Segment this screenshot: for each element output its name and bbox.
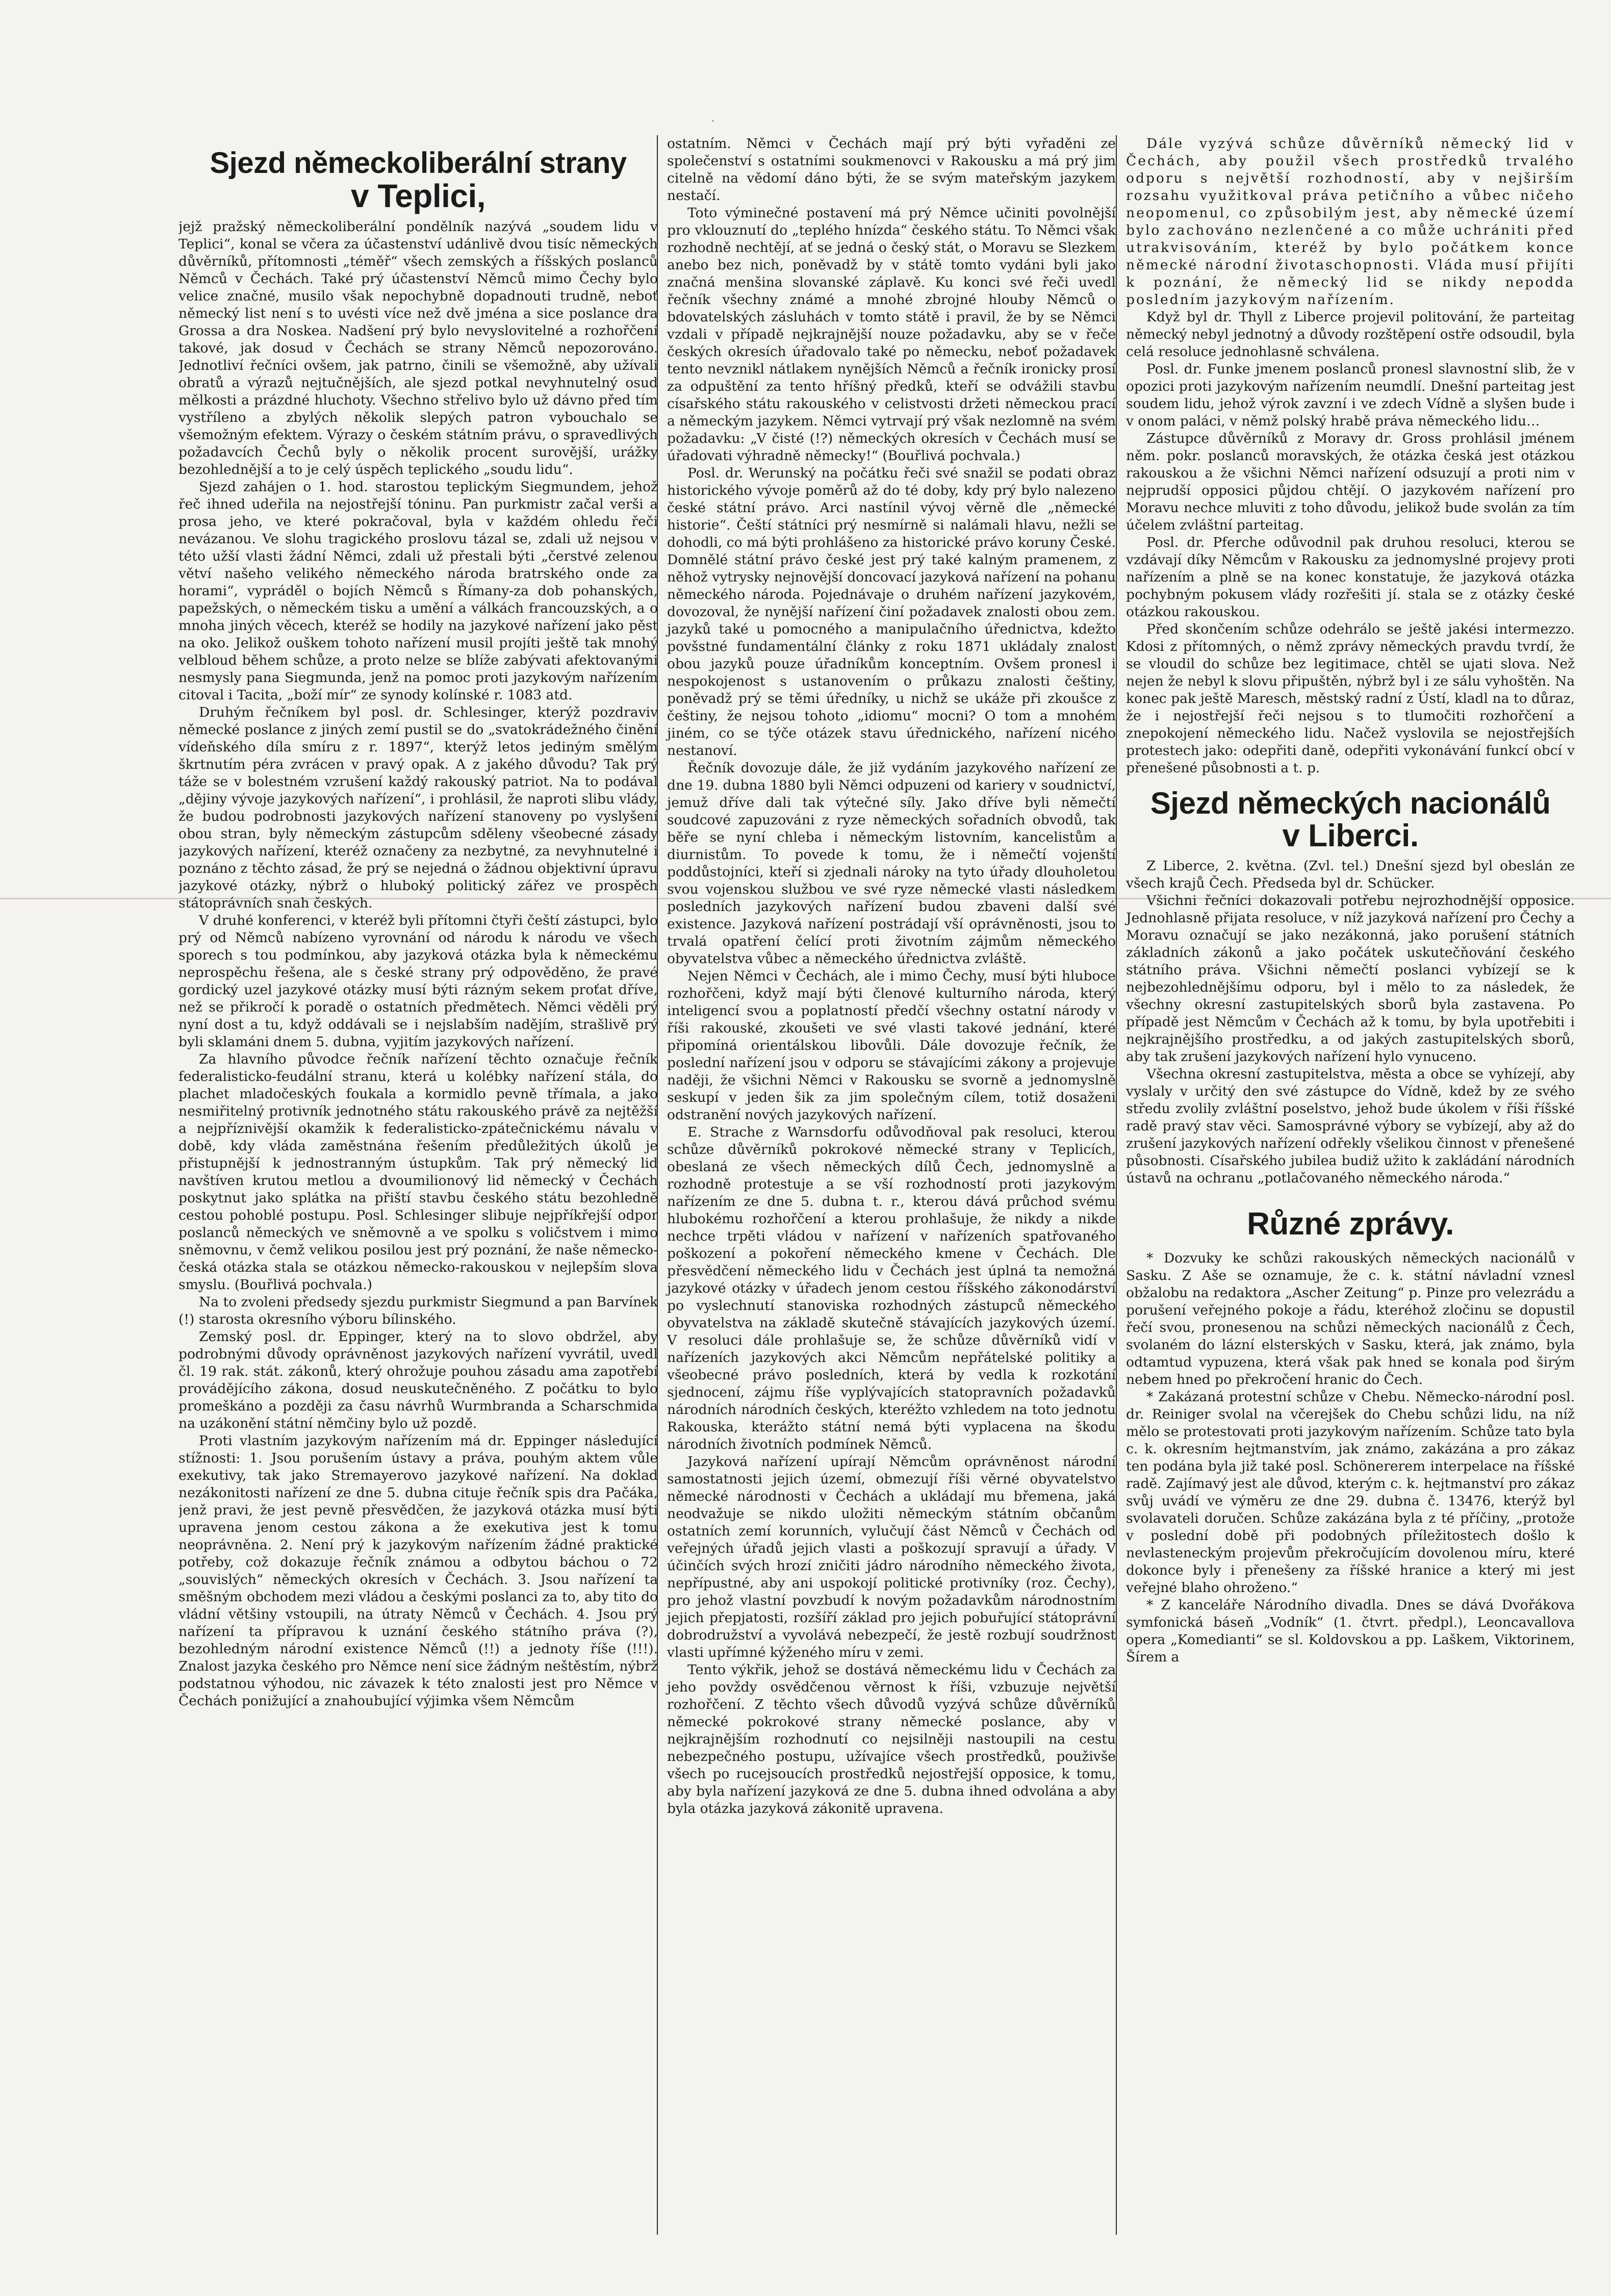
- article-paragraph: ostatním. Němci v Čechách mají prý býti vyřaděni ze společenství s ostatními soukmenovci v Rakousku a má prý jim citelně na vědomí dáno býti, že se svým mateřským jazykem nestačí.: [667, 136, 1116, 204]
- article-paragraph: Nejen Němci v Čechách, ale i mimo Čechy, musí býti hluboce rozhořčeni, když mají býti členové kulturního národa, který inteligencí svou a poplatností předčí všechny ostatní národy v říši rakouské, zkoušeti ve své vlasti takové jednání, které připomíná orientálskou libovůli. Dále dovozuje řečník, že poslední nařízení jsou v odporu se stávajícími zákony a projevuje naději, že všichni Němci v Rakousku se svorně a jednomyslně seskupí v jeden šik za jim společným cílem, totiž dosaženi odstranění nových jazykových nařízení.: [667, 968, 1116, 1123]
- article-paragraph: Všichni řečníci dokazovali potřebu nejrozhodnější opposice. Jednohlasně přijata resoluce, v níž jazyková nařízení pro Čechy a Moravu označují se jako nezákonná, jako porušení státních základních zákonů a jako počátek uskutečňování českého státního práva. Všichni němečtí poslanci vybízejí se k nejbezohlednějšímu odporu, byl i mělo to za následek, že všechny okresní zastupitelských sborů byla zastavena. Po případě jest Němcům v Čechách až k tomu, by byla upotřebiti i nejkrajnějšího prostředku, a od jakých zastupitelských sborů, aby tak zrušení jazykových nařízení hylo vynuceno.: [1126, 893, 1575, 1065]
- column-3: [1117, 135, 1575, 2250]
- article-paragraph: Tento výkřik, jehož se dostává německému lidu v Čechách za jeho povždy osvědčenou věrnost k říši, vzbuzuje největší rozhořčení. Z těchto všech důvodů vyzývá schůze důvěrníků německé pokrokové strany německé poslance, aby v nejkrajnějším rozhodnutí co nejsilněji nastoupili na cestu nebezpečného postupu, užívajíce všech prostředků, použivše všech po rucejsoucích prostředků nejostřejší opposice, k tomu, aby byla nařízení jazyková ze dne 5. dubna ihned odvolána a aby byla otázka jazyková zákonitě upravena.: [667, 1662, 1116, 1816]
- article-paragraph: Z Liberce, 2. května. (Zvl. tel.) Dnešní sjezd byl obeslán ze všech krajů Čech. Předseda byl dr. Schücker.: [1126, 858, 1575, 892]
- article-headline-sub: v Liberci.: [1282, 818, 1419, 853]
- article-paragraph: Všechna okresní zastupitelstva, města a obce se vyhízejí, aby vyslaly v určitý den své zástupce do Vídně, kdež by ze svého středu zvolily zvláštní poselstvo, jehož bude úkolem v říši říšské radě pravý stav věci. Samosprávné výbory se vybízejí, aby až do zrušení jazykových nařízení odřekly všelikou činnost v přenešené působnosti. Císařského jubilea budiž užito k zakládání národních ústavů na ochranu „potlačovaného německého národa.“: [1126, 1066, 1575, 1187]
- news-item: * Dozvuky ke schůzi rakouských německých nacionálů v Sasku. Z Aše se oznamuje, že c. k. státní návladní vznesl obžalobu na redaktora „Ascher Zeitung“ p. Pinze pro velezrádu a porušení veřejného pokoje a řádu, kteréhož zločinu se dopustil řečí svou, pronesenou na schůzi německých nacionálů z Čech, svolaném do lázní elsterských v Sasku, která, jak známo, byla odtamtud vypuzena, která však pak hned se konala pod širým nebem hned po překročení hranic do Čech.: [1126, 1250, 1575, 1388]
- article-paragraph: Řečník dovozuje dále, že již vydáním jazykového nařízení ze dne 19. dubna 1880 byli Němci odpuzeni od kariery v soudnictví, jemuž dříve dali tak výtečné síly. Jako dříve byli němečtí soudcové zapuzováni z ryze německých sořadních obvodů, tak běře se nyní chleba i německým listovním, kancelistům a diurnistům. To povede k tomu, že i němečtí vojenští poddůstojníci, kteří si zjednali nároky na tyto úřady dlouholetou svou vojenskou službou ve své ryze německé vlasti následkem posledních jazykových nařízení budou zbaveni další své existence. Jazyková nařízení postrádají vší oprávněnosti, jsou to trvalá opatření čelící proti životním zájmům německého obyvatelstva vůbec a německého úřednictva zvláště.: [667, 760, 1116, 967]
- article-headline-sub: v Teplici,: [350, 177, 486, 214]
- section-headline: Různé zprávy.: [1247, 1206, 1454, 1242]
- article-paragraph: Posl. dr. Pferсhe odůvodnil pak druhou resoluci, kterou se vzdávají díky Němcům v Rakousku za jednomyslné projevy proti nařízením a plně se na konec konstatuje, že jazyková otázka pochybným pokusem vlády rozřešiti jí. stala se z otázky české otázkou rakouskou.: [1126, 535, 1575, 620]
- column-2: [658, 135, 1116, 2250]
- article-paragraph: Zástupce důvěrníků z Moravy dr. Gross prohlásil jménem něm. pokr. poslanců moravských, že otázka česká jest otázkou rakouskou a že všichni Němci nařízení odsuzují a proti nim v nejprudší opposici půjdou chtějí. O jazykovém nařízení pro Moravu nechce mluviti z toho důvodu, jelikož bude svolán za tím účelem zvláštní parteitag.: [1126, 431, 1575, 533]
- article-paragraph: Když byl dr. Thyll z Liberce projevil politování, že parteitag německý nebyl jednotný a důvody rozštěpení ostře odsoudil, byla celá resoluce jednohlasně schválena.: [1126, 309, 1575, 360]
- article-paragraph: Druhým řečníkem byl posl. dr. Schlesinger, kterýž pozdraviv německé poslance z jiných zemí pustil se do „svatokrádežného činění vídeňského díla smíru z r. 1897“, kterýž letos jediným smělým škrtnutím péra zvrácen v pravý opak. A z jakého důvodu? Tak prý táže se v bolestném vzrušení každý rakouský patriot. Na to podával „dějiny vývoje jazykových nařízení“, i prohlásil, že naproti slibu vlády, že budou podrobnosti jazykových nařízení stanoveny po vyslyšení obou stran, byly německým zástupcům sděleny všeobecné zásady jazykových nařízení, kteréž označeny za nezbytné, za nevyhnutelné i poznáno z těchto zásad, že prý se nejedná o žádnou objektivní úpravu jazykové otázky, nýbrž o hluboký politický zářez ve prospěch státoprávních snah českých.: [178, 704, 658, 912]
- article-paragraph: V druhé konferenci, v kteréž byli přítomni čtyři čeští zástupci, bylo prý od Němců nabízeno vyrovnání od národu k národu ve všech sporech s tou podmínkou, aby jazyková otázka byla k německému neprospěchu řešena, ale s české strany prý odpověděno, že pravé gordický uzel jazykové otázky musí býti rázným sekem proťat dříve, než se přikročí k poradě o ostatních předmětech. Němci věděli prý nyní dost a tu, když oddávali se i nejslabším nadějím, strašlivě prý byli sklamáni dnem 5. dubna, vyjitím jazykových nařízení.: [178, 913, 658, 1050]
- article-paragraph: jejž pražský německoliberální pondělník nazývá „soudem lidu v Teplici“, konal se včera za účastenství udánlivě dvou tisíc německých důvěrníků, přítomnosti „téměř“ všech zemských a říšských poslanců Němců v Čechách. Také prý účastenství Němců mimo Čechy bylo velice značné, musilo však nepochybně dopadnouti trudně, neboť německý list není s to uvésti více než dvě jména a sice poslance dra Grossa a dra Noskea. Nadšení prý bylo nevyslovitelné a rozhořčení takové, jak dosud v Čechách se strany Němců nepozorováno. Jednotliví řečníci ovšem, jak patrno, činili se všemožně, aby užívali obratů a výrazů nejtučnějších, ale sjezd potkal nevyhnutelný osud mělkosti a prázdné hluchoty. Všechno střelivo bylo už dávno před tím vystříleno a zbylých několik slepých patron vybouchalo se všemožným efektem. Výrazy o českém státním právu, o spravedlivých požadavcích Čechů byly o několik procent surovější, urážky bezohlednější a to je celý úspěch teplického „soudu lidu“.: [178, 219, 658, 478]
- article-paragraph: Dále vyzývá schůze důvěrníků německý lid v Čechách, aby použil všech prostředků trvalého odporu s největší rozhodností, aby v nejširším rozsahu využitkoval práva petičního a vůbec ničeho neopomenul, co způsobilým jest, aby německé území bylo zachováno nezlenčené a co může uchrániti před utrakvisováním, kteréž by bylo počátkem konce německé národní životaschopnosti. Vláda musí přijíti k poznání, že německý lid se nikdy nepodda posledním jazykovým nařízením.: [1126, 136, 1575, 308]
- article-paragraph: Na to zvoleni předsedy sjezdu purkmistr Siegmund a pan Barvínek (!) starosta okresního výboru bílinského.: [178, 1294, 658, 1328]
- article-paragraph: Toto výminečné postavení má prý Němce učiniti povolnější pro vklouznutí do „teplého hnízda“ českého státu. To Němci však rozhodně nechtějí, ať se jedná o český stát, o Moravu se Slezkem anebo bez nich, poněvadž by v státě tomto vydáni byli jako značná menšina slovanské záplavě. Ku konci své řeči uvedl řečník všechny známé a mnohé zbrojné hlouby Němců o bdovatelských zásluhách v tomto státě i pravil, že by se Němci vzdali v případě nejkrajnější nouze požadavku, aby se v řeče českých okresích úřadovalo také po německu, neboť požadavek tento nevznikl nátlakem nynějších Němců a řečník ironicky prosí za odpuštění za tento hříšný předků, kteří se odvážili stavbu císařského státu rakouského v celistvosti držeti německou prací a německým jazykem. Němci vytrvají prý však nezlomně na svém požadavku: „V čisté (!?) německých okresích v Čechách musí se úřadovati výhradně německy!“ (Bouřlivá pochvala.): [667, 205, 1116, 464]
- news-item: * Z kanceláře Národního divadla. Dnes se dává Dvořákova symfonická báseň „Vodník“ (1. čtvrt. předpl.), Leoncavallova opera „Komedianti“ se sl. Koldovskou a pp. Laškem, Viktorinem, Šírem a: [1126, 1597, 1575, 1666]
- article-paragraph: Posl. dr. Funke jmenem poslanců pronesl slavnostní slib, že v opozici proti jazykovým nařízením neumdlí. Dnešní parteitag jest soudem lidu, jehož výrok zavzní i ve zdech Vídně a slyšen bude i v onom paláci, v němž polský hrabě práva německého lidu…: [1126, 361, 1575, 429]
- article-paragraph: Za hlavního původce řečník nařízení těchto označuje řečník federalisticko-feudální stranu, která u kolébky nařízení stála, do plachet mladočeských foukala a kormidlo pevně třímala, a jako nesmiřitelný protivník jednotného státu rakouského právě za nejtěžší a nejpříznivější okamžik k federalisticko-zpátečnickému návalu v době, kdy vláda zaměstnána řešením předůležitých úkolů je přistupnější k jednostranným ústupkům. Tak prý německý lid navštíven krutou metlou a dvoumilionový lid německý v Čechách poskytnut jako splátka na přiští stavbu českého státu bezohledně cestou pohoblé postupu. Posl. Schlesinger slibuje nejpříkřejší odpor poslanců německých ve sněmovně a ve spolku s voličstvem i mimo sněmovnu, v čemž velikou posilou jest prý poznání, že naše německo-česká otázka stala se otázkou německo-rakouskou v nejlepším slova smyslu. (Bouřlivá pochvala.): [178, 1051, 658, 1293]
- news-item: * Zakázaná protestní schůze v Chebu. Německo-národní posl. dr. Reiniger svolal na včerejšek do Chebu schůzi lidu, na níž mělo se protestovati proti jazykovým nařízením. Schůze tato byla c. k. okresním hejtmanstvím, jak známo, zakázána a pro zákaz ten podána byla již také posl. Schönererem interpelace na říšské radě. Zajímavý jest ale důvod, kterým c. k. hejtmanství pro zákaz svůj uvádí ve výměru ze dne 29. dubna č. 13476, kterýž byl svolavateli doručen. Schůze zakázána byla z té příčiny, „protože v poslední době při podobných příležitostech došlo k nevlasteneckým projevům překročujícím dovolenou míru, které dokonce byly i přenešeny za říšské hranice a který mi jest veřejné blaho ohroženo.“: [1126, 1389, 1575, 1596]
- article-paragraph: Proti vlastním jazykovým nařízením má dr. Eppinger následující stížnosti: 1. Jsou porušením ústavy a práva, pouhým aktem vůle exekutivy, tak jako Stremayerovo jazykové nařízení. Na doklad nezákonitosti nařízení ze dne 5. dubna cituje řečník spis dra Pačáka, jenž pravi, že jest pevně přesvědčen, že jazyková otázka musí býti upravena jenom cestou zákona a že exekutiva jest k tomu neoprávněna. 2. Není prý k jazykovým nařízením žádné praktické potřeby, což dokazuje řečník známou a odbytou báchou o 72 „souvislých“ německých okresích v Čechách. 3. Jsou nařízení ta směšným obchodem mezi vládou a českými poslanci za to, aby tito do vládní většiny vstoupili, na útraty Němců v Čechách. 4. Jsou prý nařízení ta přípravou k uznání českého státního práva (?), bezohledným národní existence Němců (!!) a jednoty říše (!!!). Znalost jazyka českého pro Němce není sice žádným neštěstím, nýbrž podstatnou výhodou, nic závazek k této znalosti jest pro Němce v Čechách ponižující a znahoubující výjimka všem Němcům: [178, 1433, 658, 1709]
- article-paragraph: Zemský posl. dr. Eppinger, který na to slovo obdržel, aby podrobnými důvody oprávněnost jazykových nařízení vyvrátil, uvedl čl. 19 rak. stát. zákonů, který ohrožuje pouhou zásadu ama zapotřebí provádějícího zákona, dosud neuskutečněného. Z počátku to bylo promeškáno a později za času návrhů Wurmbranda a Scharschmida na uzákonění státní němčiny bylo už pozdě.: [178, 1329, 658, 1432]
- article-paragraph: Posl. dr. Werunský na počátku řeči své snažil se podati obraz historického vývoje poměrů až do té doby, kdy prý bylo nalezeno české státní právo. Arci nastínil vývoj věrně dle „německé historie“. Čeští státníci prý nesmírně si nalámali hlavu, nežli se dohodli, co má býti prohlášeno za historické právo koruny České. Domnělé státní právo české jest prý také kalným pramenem, z něhož vytrysky nejnovější doncovací jazyková nařízení na pohanu německého národa. Pojednávaje o druhém nařízení jazykovém, dovozoval, že nynější nařízení činí požadavek znalosti obou zem. jazyků také u pomocného a manipulačního úřednictva, kdežto povšstné fundamentální články z roku 1871 ukládaly znalost obou jazyků pouze úřadníkům konceptním. Ovšem pronesl i nespokojenost s ustanovením o průkazu znalosti češtiny, poněvadž prý se těmi úředníky, u nichž se ukáže při zkoušce z češtiny, že nejsou tohoto „idiomu“ mocni? O tom a mnohém jiném, co se týče otázek stavu úřednického, nařízení nicého nestanoví.: [667, 465, 1116, 759]
- article-headline: Sjezd německých nacionálů: [1150, 786, 1551, 820]
- article-paragraph: Sjezd zahájen o 1. hod. starostou teplickým Siegmundem, jehož řeč ihned udeřila na nejostřejší tóninu. Pan purkmistr začal verši a prosa jeho, ve které pokračoval, byla v každém ohledu řeči nevázanou. Ve slohu tragického proslovu tázal se, zdali už nejsou v této užší vlasti žádní Němci, zdali už přestali býti „čerstvé zelenou větví našeho velikého německého národa bratrského onde za horami“, vypráděl o bojích Němců s Římany-za dob pohanských, papežských, o německém tisku a umění a válkách francouzských, a o mnoha jiných věcech, kteréž se hodily na jazykové nařízení jako pěst na oko. Jelikož ouškem tohoto nařízení musil projíti ještě tak mnohý velbloud během schůze, a proto nelze se blíže zabývati afektovanými nesmysly pana Siegmunda, jenž na pomoc proti jazykovým nařízením citoval i Tacita, „boží mír“ ze synody kolínské r. 1083 atd.: [178, 479, 658, 703]
- article-paragraph: Před skončením schůze odehrálo se ještě jakési intermezzo. Kdosi z přítomných, o němž zprávy německých pravdu tvrdí, že se vloudil do schůze bez legitimace, chtěl se ujati slova. Než nejen že nebyl k slovu připuštěn, nýbrž byl i ze sálu vyhoštěn. Na konec pak ještě Maresch, městský radní z Ústí, kladl na to důraz, že i nejostřejší řeči nejsou s to tlumočiti rozhořčení a znepokojení německého lidu. Načež vyslovila se nejostřejších protestech jako: odepřiti daně, odepřiti vykonávání funkcí obcí v přenešené působnosti a t. p.: [1126, 621, 1575, 776]
- article-paragraph: E. Strache z Warnsdorfu odůvodňoval pak resoluci, kterou schůze důvěrníků pokrokové německé strany v Teplicích, obeslaná ze všech německých dílů Čech, jednomyslně a rozhodně protestuje a se vší rozhodností proti jazykovým nařízením ze dne 5. dubna t. r., kterou dává průchod svému hlubokému rozhořčení a kterou prohlašuje, že nikdy a nikde nechce trpěti vládou v nařízení v nařízeních spatřovaného poškození a pokoření německého kmene v Čechách. Dle přesvědčení německého lidu v Čechách jest úplná ta nemožná jazykové otázky v úřadech jenom cestou říšského zákonodárství po vyslechnutí stanoviska rozhodných zástupců německého obyvatelstva na základě skutečně stávajících jazykových území. V resoluci dále prohlašuje se, že schůze důvěrníků vidí v nařízeních jazykových akci Němcům nepřátelské politiky a všeobecné právo posledních, která by vedla k rozkotání sjednocení, zájmu říše vyplývajících statopravních požadavků národních národních českých, kteréžto vzhledem na toto jednotu Rakouska, kterážto státní nemá býti vyplacena na škodu národních životních podmínek Němců.: [667, 1124, 1116, 1452]
- article-paragraph: Jazyková nařízení upírají Němcům oprávněnost národní samostatnosti jejich území, obmezují říši věrné obyvatelstvo německé národnosti v Čechách a ukládají mu břemena, jaká neodvažuje se nikdo uložiti německým státním občanům ostatních zemí korunních, vylučují část Němců v Čechách od veřejných úřadů jejich vlasti a poškozují spravují a úřady. V účinčích svých hrozí zničiti jádro národního německého života, nepřípustné, aby ani uspokojí politické protivníky (roz. Čechy), pro jehož vlastní povzbudí k novým požadavkům národnostním jejich přepjatosti, rozšíří základ pro jejich pobuřující státoprávní dobrodružství a vyvolává nebezpečí, že jestě rozbují soudržnost vlasti upřímné kýženého míru v zemi.: [667, 1454, 1116, 1660]
- print-dot: ·: [711, 115, 715, 127]
- article-headline: Sjezd německoliberální strany: [210, 146, 627, 180]
- column-1: [178, 135, 658, 2250]
